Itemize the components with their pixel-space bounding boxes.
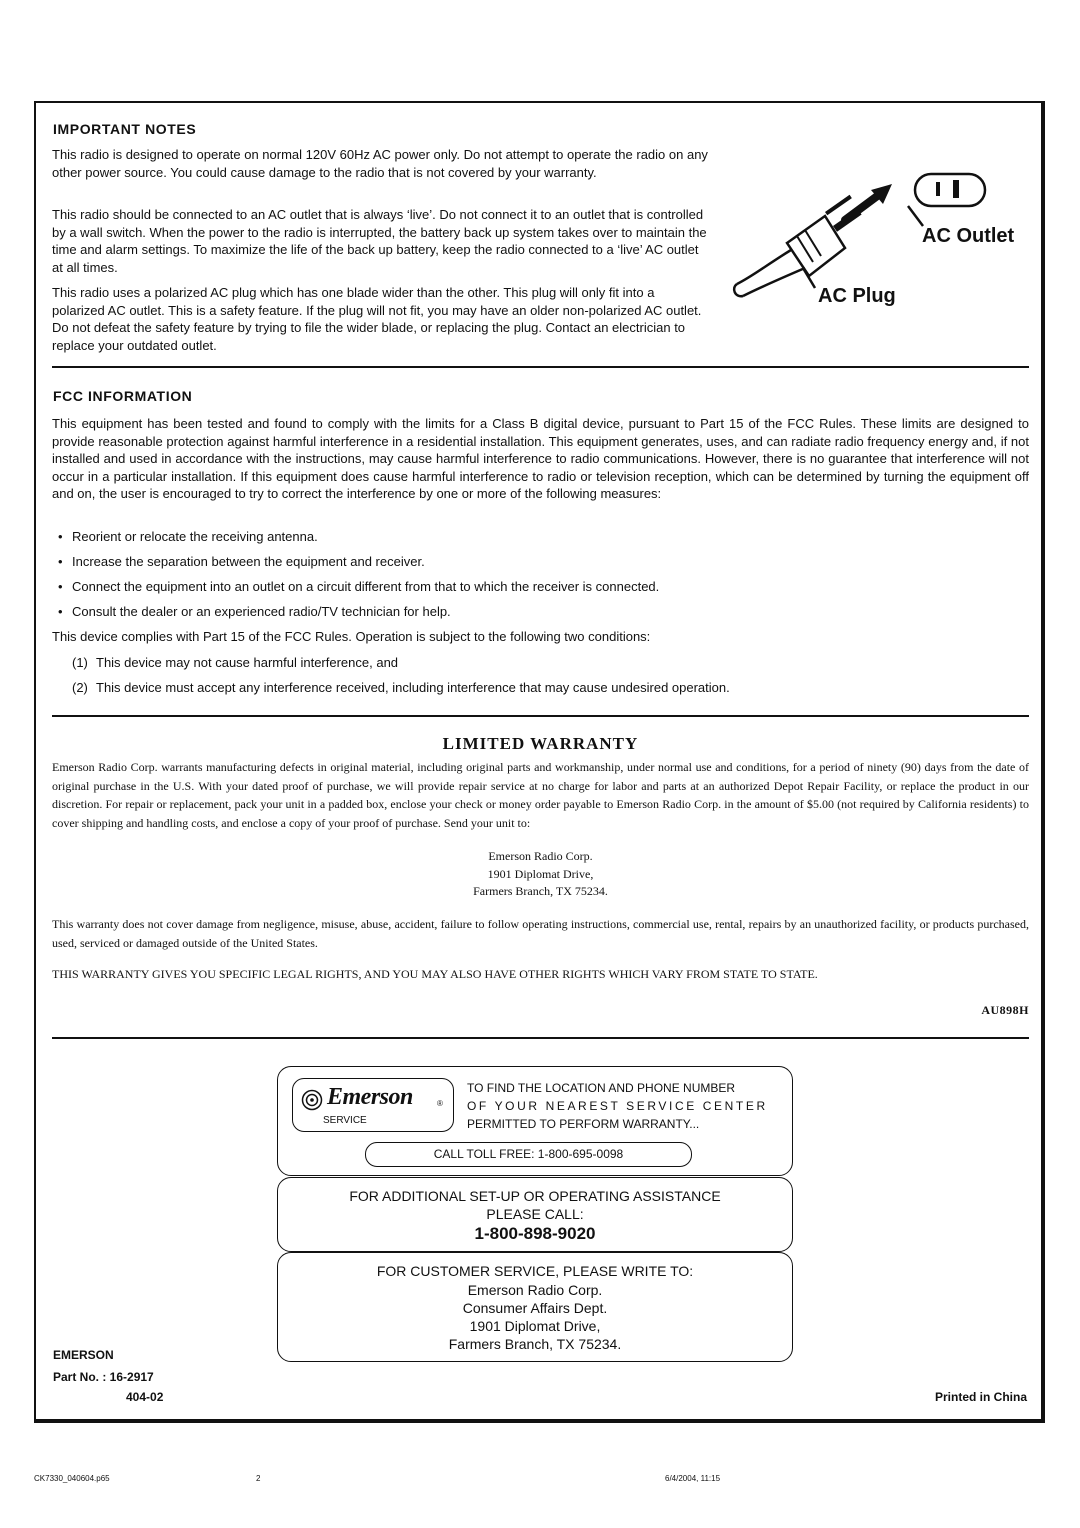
- assistance-phone: 1-800-898-9020: [474, 1224, 596, 1243]
- fcc-condition-list: [72, 654, 730, 704]
- warranty-code: AU898H: [981, 1003, 1029, 1017]
- list-item: • Consult the dealer or an experienced radio/TV technician for help.: [58, 604, 451, 619]
- fcc-bullet-list: [58, 528, 659, 628]
- divider-1: [52, 366, 1029, 368]
- warranty-title: LIMITED WARRANTY: [442, 734, 639, 753]
- divider-2: [52, 715, 1029, 717]
- please-call-text: PLEASE CALL:: [486, 1206, 584, 1222]
- important-para-2: This radio should be connected to an AC outlet that is always ‘live’. Do not connect it to an outlet that is controlled by a wall switch. When the power to the radio is interrupted, the battery back up system takes over to maintain the time and alarm settings. To maximize the life of the back up battery, keep the radio connected to a ‘live’ AC outlet at all times.: [52, 207, 707, 275]
- fcc-intro: This equipment has been tested and found to comply with the limits for a Class B digital device, pursuant to Part 15 of the FCC Rules. These limits are designed to provide reasonable protection against harmful interference in a residential installation. This equipment generates, uses, and can radiate radio frequency energy and, if not installed and used in accordance with the instructions, may cause harmful interference to radio communications. However, there is no guarantee that interference will not occur in a particular installation. If this equipment does cause harmful interference to radio or television reception, which can be determined by turning the equipment off and on, the user is encouraged to try to correct the interference by one or more of the following measures:: [52, 416, 1029, 501]
- warranty-address: Emerson Radio Corp. 1901 Diplomat Drive, Farmers Branch, TX 75234.: [473, 849, 608, 898]
- registered-mark: ®: [437, 1099, 443, 1108]
- ac-plug-label: AC Plug: [818, 285, 896, 307]
- divider-3: [52, 1037, 1029, 1039]
- important-para-1: This radio is designed to operate on normal 120V 60Hz AC power only. Do not attempt to operate the radio on any other power source. You could cause damage to the radio that is not covered by your warranty.: [52, 147, 708, 180]
- file-name: CK7330_040604.p65: [34, 1474, 110, 1483]
- warranty-para-1: Emerson Radio Corp. warrants manufacturing defects in original material, including original parts and workmanship, under normal use and conditions, for a period of ninety (90) days from the date of original purchase in the U.S. With your dated proof of purchase, we will provide repair service at no charge for labor and parts at an authorized Depot Repair Facility, or replace the product in our discretion. For repair or replacement, pack your unit in a padded box, enclose your check or money order payable to Emerson Radio Corp. in the amount of $5.00 (not required by California residents) to cover shipping and handling costs, and enclose a copy of your proof of purchase. Send your unit to:: [52, 760, 1029, 830]
- print-date: 6/4/2004, 11:15: [665, 1474, 721, 1483]
- list-item: • Reorient or relocate the receiving antenna.: [58, 529, 318, 544]
- service-instructions: TO FIND THE LOCATION AND PHONE NUMBER OF YOUR NEAREST SERVICE CENTER PERMITTED TO PERFORM WARRANTY...: [467, 1081, 768, 1131]
- important-notes-heading: IMPORTANT NOTES: [53, 121, 197, 137]
- ac-outlet-label: AC Outlet: [922, 225, 1015, 247]
- service-logo-sub: SERVICE: [323, 1115, 367, 1126]
- list-item: (1) This device may not cause harmful interference, and: [72, 655, 399, 670]
- customer-service-heading: FOR CUSTOMER SERVICE, PLEASE WRITE TO:: [376, 1263, 694, 1279]
- assistance-box: [277, 1177, 793, 1252]
- footer-brand: EMERSON: [53, 1348, 114, 1362]
- fcc-complies-text: This device complies with Part 15 of the FCC Rules. Operation is subject to the following two conditions:: [52, 629, 651, 644]
- emerson-logo-text: Emerson: [327, 1084, 413, 1110]
- warranty-para-3: THIS WARRANTY GIVES YOU SPECIFIC LEGAL RIGHTS, AND YOU MAY ALSO HAVE OTHER RIGHTS WHICH VARY FROM STATE TO STATE.: [52, 967, 818, 981]
- revision-code: 404-02: [126, 1390, 164, 1404]
- printed-in: Printed in China: [934, 1390, 1027, 1404]
- part-number: Part No. : 16-2917: [53, 1370, 154, 1384]
- customer-service-box: [277, 1252, 793, 1362]
- outlet-icon: [915, 174, 985, 206]
- list-item: • Connect the equipment into an outlet on a circuit different from that to which the receiver is connected.: [58, 579, 660, 594]
- emerson-service-logo: [292, 1078, 454, 1132]
- assistance-text: FOR ADDITIONAL SET-UP OR OPERATING ASSISTANCE: [349, 1188, 721, 1204]
- customer-service-address: Emerson Radio Corp. Consumer Affairs Dept. 1901 Diplomat Drive, Farmers Branch, TX 75234.: [448, 1282, 622, 1352]
- page-number: 2: [256, 1474, 261, 1483]
- emerson-emblem-icon: [301, 1089, 323, 1111]
- list-item: • Increase the separation between the equipment and receiver.: [58, 554, 425, 569]
- list-item: (2) This device must accept any interference received, including interference that may cause undesired operation.: [72, 680, 730, 695]
- toll-free-number: CALL TOLL FREE: 1-800-695-0098: [365, 1142, 692, 1167]
- warranty-para-2: This warranty does not cover damage from negligence, misuse, abuse, accident, failure to follow operating instructions, commercial use, rental, repairs by an unauthorized facility, or products purchased, used, serviced or damaged outside of the United States.: [52, 917, 1029, 950]
- fcc-heading: FCC INFORMATION: [53, 388, 193, 404]
- important-para-3: This radio uses a polarized AC plug which has one blade wider than the other. This plug will only fit into a polarized AC outlet. This is a safety feature. If the plug will not fit, you may have an older non-polarized AC outlet. Do not defeat the safety feature by trying to file the wider blade, or replacing the plug. Contact an electrician to replace your outdated outlet.: [52, 285, 702, 353]
